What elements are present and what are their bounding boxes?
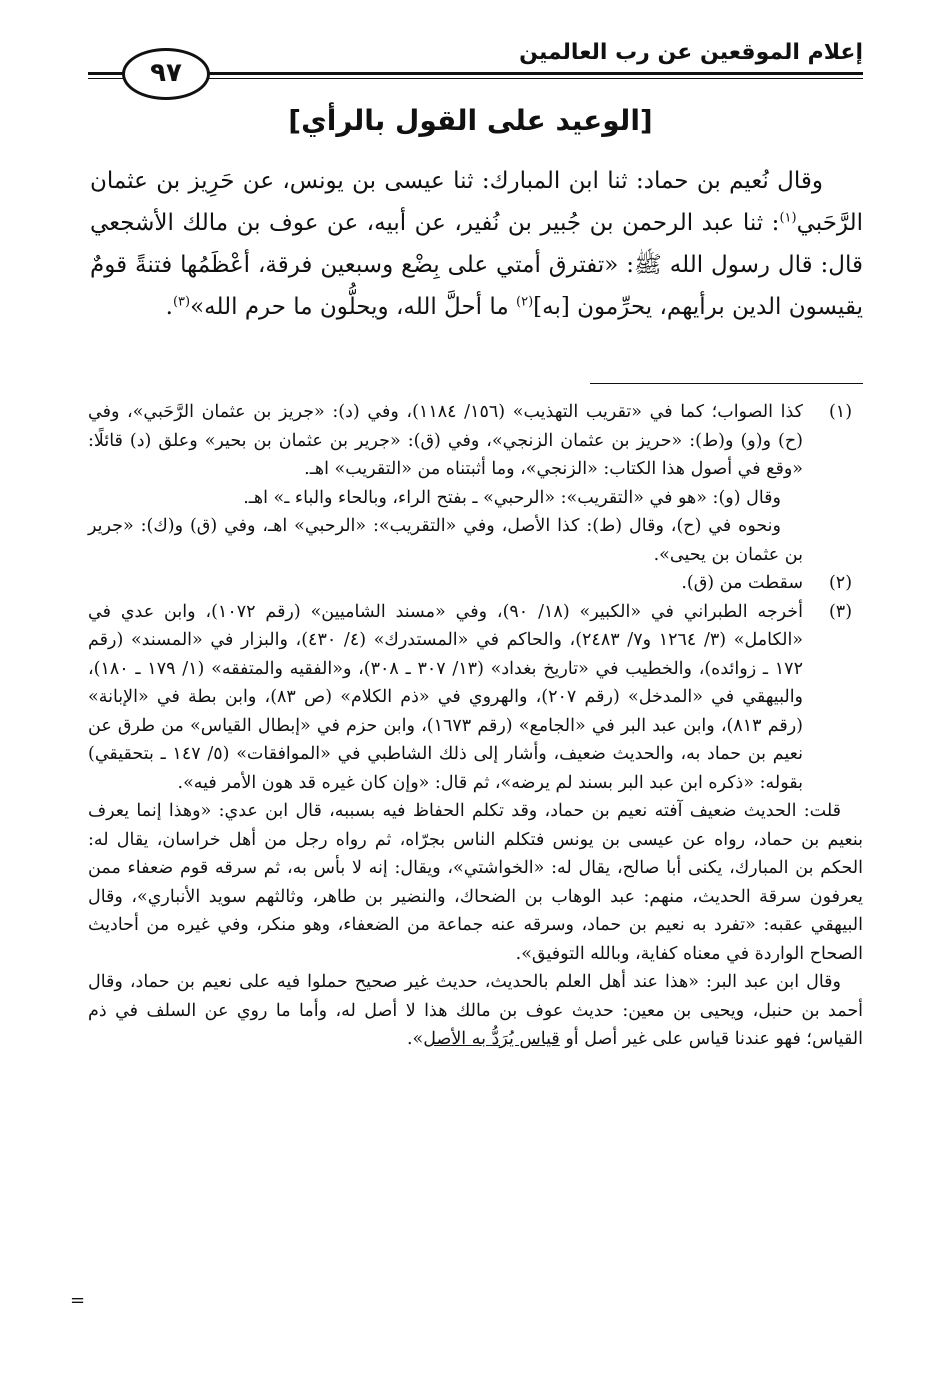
main-text-part: ما أحلَّ الله، ويحلُّون ما حرم الله» — [190, 294, 517, 320]
footnote-number: (٣) — [828, 601, 853, 622]
footnote-number: (١) — [828, 402, 853, 422]
footnote-number: (٢) — [828, 573, 853, 593]
main-text-end: . — [165, 294, 173, 320]
commentary-text: وقال ابن عبد البر: «هذا عند أهل العلم بالحديث، حديث غير صحيح حملوا فيه على نعيم بن حماد، وقال أحمد بن حنبل، ويحيى بن معين: حديث عوف بن مالك هذا لا أصل له، وأما ما روي عن السلف في ذم القياس؛ فهو عندنا قياس على غير أصل أو — [88, 972, 863, 1049]
footnote-paragraph: كذا الصواب؛ كما في «تقريب التهذيب» (١٥٦/ ١١٨٤)، وفي (د): «جريز بن عثمان الرَّحَبي»، وفي (ح) و(و) و(ط): «حريز بن عثمان الزنجي»، وفي (ق): «جرير بن عثمان بن بحير» وعلق (د) قائلًا: «وقع في أصول هذا الكتاب: «الزنجي»، وما أثبتناه من «التقريب» اهـ. — [88, 402, 803, 479]
footnote-3 — [88, 598, 863, 798]
footnotes — [88, 398, 863, 1054]
main-text-part: : ثنا عبد الرحمن بن جُبير بن نُفير، عن أبيه، عن عوف بن مالك الأشجعي قال: قال رسول الله ﷺ: «تفترق أمتي على بِضْع وسبعين فرقة، أعْظَمُها فتنةً قومٌ يقيسون الدين برأيهم، يحرِّمون [به] — [90, 210, 863, 320]
running-header-title: إعلام الموقعين عن رب العالمين — [519, 40, 863, 65]
commentary-paragraph: قلت: الحديث ضعيف آفته نعيم بن حماد، وقد تكلم الحفاظ فيه بسببه، قال ابن عدي: «وهذا إنما يعرف بنعيم بن حماد، رواه عن عيسى بن يونس فتكلم الناس بجرّاه، ثم رواه رجل من أهل خراسان، يقال له: الحكم بن المبارك، يكنى أبا صالح، يقال له: «الخواشتي»، ويقال: إنه لا بأس به، ثم سرقه قوم ضعفاء ممن يعرفون سرقة الحديث، منهم: عبد الوهاب بن الضحاك، والنضير بن طاهر، وثالثهم سويد الأنباري»، وقال البيهقي عقبه: «تفرد به نعيم بن حماد، وسرقه عنه جماعة من الضعفاء، وهو منكر، وفي غيره من أحاديث الصحاح الواردة في معناه كفاية، وبالله التوفيق». — [88, 801, 863, 964]
underlined-phrase: قياس يُرَدُّ به الأصل — [423, 1029, 560, 1049]
footnote-ref-2: (٢) — [516, 294, 534, 310]
footnote-paragraph: ونحوه في (ح)، وقال (ط): كذا الأصل، وفي «التقريب»: «الرحبي» اهـ، وفي (ق) و(ك): «جرير بن عثمان بن يحيى». — [88, 516, 803, 565]
commentary-paragraph — [88, 968, 863, 1054]
section-title: [الوعيد على القول بالرأي] — [288, 104, 653, 137]
footnote-paragraph: سقطت من (ق). — [681, 573, 803, 593]
main-text — [90, 160, 863, 328]
page-number: ٩٧ — [122, 48, 210, 100]
footnote-paragraph: وقال (و): «هو في «التقريب»: «الرحبي» ـ بفتح الراء، وبالحاء والباء ـ» اهـ. — [243, 487, 781, 508]
footnote-ref-3: (٣) — [172, 294, 191, 310]
footnote-1 — [88, 398, 863, 569]
margin-mark: = — [70, 1290, 86, 1311]
footnote-ref-1: (١) — [779, 210, 797, 226]
main-paragraph — [90, 160, 863, 328]
commentary — [88, 797, 863, 1054]
footnote-2 — [88, 569, 863, 598]
main-text-part: وقال نُعيم بن حماد: ثنا ابن المبارك: ثنا عيسى بن يونس، عن حَرِيز بن عثمان الرَّحَبي — [90, 168, 863, 236]
footnote-paragraph: أخرجه الطبراني في «الكبير» (١٨/ ٩٠)، وفي «مسند الشاميين» (رقم ١٠٧٢)، وابن عدي في «الكامل» (٣/ ١٢٦٤ و٧/ ٢٤٨٣)، والحاكم في «المستدرك» (٤/ ٤٣٠)، والبزار في «المسند» (رقم ١٧٢ ـ زوائده)، والخطيب في «تاريخ بغداد» (١٣/ ٣٠٧ ـ ٣٠٨)، و«الفقيه والمتفقه» (١/ ١٧٩ ـ ١٨٠)، والبيهقي في «المدخل» (رقم ٢٠٧)، والهروي في «ذم الكلام» (ص ٨٣)، وابن بطة في «الإبانة» (رقم ٨١٣)، وابن عبد البر في «الجامع» (رقم ١٦٧٣)، وابن حزم في «إبطال القياس» من طرق عن نعيم بن حماد به، والحديث ضعيف، وأشار إلى ذلك الشاطبي في «الموافقات» (٥/ ١٤٧ ـ بتحقيقي) بقوله: «ذكره ابن عبد البر بسند لم يرضه»، ثم قال: «وإن كان غيره قد هون الأمر فيه». — [88, 601, 804, 793]
commentary-text-end: ». — [406, 1029, 424, 1049]
footnote-separator — [590, 383, 863, 384]
